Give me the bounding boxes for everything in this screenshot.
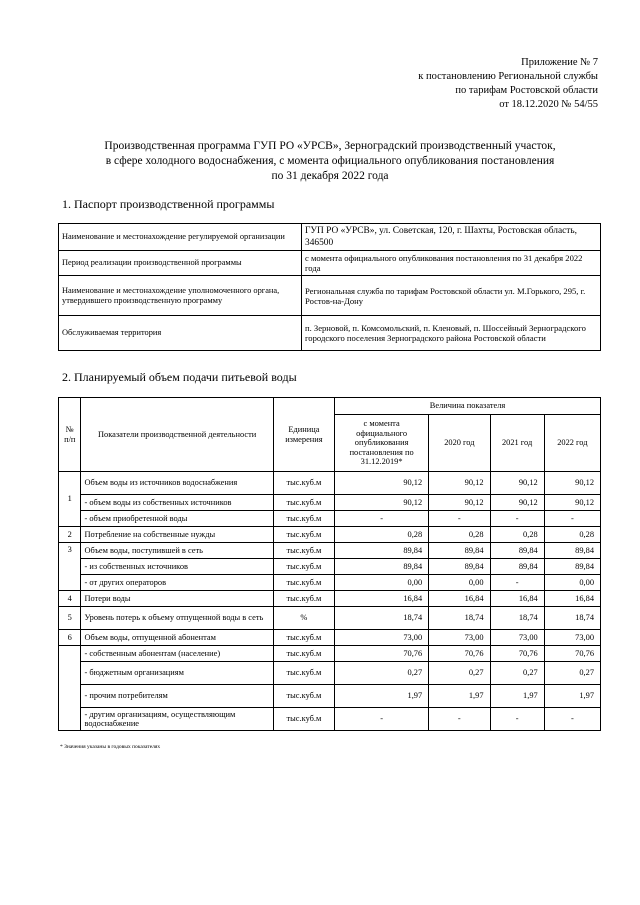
row-value: 70,76 bbox=[429, 646, 490, 662]
row-number: 4 bbox=[59, 591, 81, 607]
table-row bbox=[59, 685, 601, 708]
passport-table bbox=[58, 223, 601, 351]
table-row bbox=[59, 559, 601, 575]
header-unit: Единица измерения bbox=[273, 398, 334, 472]
passport-row bbox=[59, 224, 601, 251]
header-period0: с момента официального опубликования постановления по 31.12.2019* bbox=[335, 415, 429, 472]
row-name: - объем приобретенной воды bbox=[81, 511, 273, 527]
row-unit: тыс.куб.м bbox=[273, 630, 334, 646]
title-line: Производственная программа ГУП РО «УРСВ», Зерноградский производственный участок, bbox=[104, 140, 556, 152]
footnote: * Значения указаны в годовых показателях bbox=[60, 744, 161, 750]
passport-row bbox=[59, 316, 601, 351]
document-title bbox=[60, 139, 600, 184]
header-2022: 2022 год bbox=[544, 415, 600, 472]
row-value: 89,84 bbox=[490, 559, 544, 575]
water-volume-table bbox=[58, 397, 601, 731]
table-row bbox=[59, 607, 601, 630]
row-name: - от других операторов bbox=[81, 575, 273, 591]
row-value: 16,84 bbox=[544, 591, 600, 607]
row-name: Потери воды bbox=[81, 591, 273, 607]
row-name: - прочим потребителям bbox=[81, 685, 273, 708]
header-num: № п/п bbox=[59, 398, 81, 472]
row-value: 89,84 bbox=[544, 559, 600, 575]
row-value: 1,97 bbox=[544, 685, 600, 708]
row-unit: тыс.куб.м bbox=[273, 591, 334, 607]
row-value: - bbox=[490, 511, 544, 527]
row-value: 90,12 bbox=[490, 495, 544, 511]
table-row bbox=[59, 575, 601, 591]
row-value: 0,27 bbox=[544, 662, 600, 685]
row-value: 16,84 bbox=[429, 591, 490, 607]
row-value: - bbox=[335, 708, 429, 731]
row-value: 0,27 bbox=[335, 662, 429, 685]
passport-value: Региональная служба по тарифам Ростовской области ул. М.Горького, 295, г. Ростов-на-Дону bbox=[302, 276, 601, 316]
appendix-line: Приложение № 7 bbox=[521, 57, 598, 68]
row-value: 0,27 bbox=[490, 662, 544, 685]
passport-key: Наименование и местонахождение регулируемой организации bbox=[59, 224, 302, 251]
passport-value: с момента официального опубликования постановления по 31 декабря 2022 года bbox=[302, 251, 601, 276]
header-2020: 2020 год bbox=[429, 415, 490, 472]
row-value: 73,00 bbox=[429, 630, 490, 646]
row-unit: тыс.куб.м bbox=[273, 646, 334, 662]
section-1-title: 1. Паспорт производственной программы bbox=[62, 197, 275, 211]
appendix-header bbox=[418, 56, 598, 112]
table-row bbox=[59, 630, 601, 646]
row-value: 90,12 bbox=[335, 495, 429, 511]
header-row bbox=[59, 398, 601, 415]
row-value: - bbox=[429, 511, 490, 527]
row-value: 0,00 bbox=[429, 575, 490, 591]
row-value: 90,12 bbox=[490, 472, 544, 495]
row-value: - bbox=[544, 511, 600, 527]
row-value: - bbox=[544, 708, 600, 731]
row-unit: тыс.куб.м bbox=[273, 662, 334, 685]
row-value: 0,27 bbox=[429, 662, 490, 685]
row-value: - bbox=[429, 708, 490, 731]
appendix-line: от 18.12.2020 № 54/55 bbox=[499, 99, 598, 110]
row-value: 73,00 bbox=[490, 630, 544, 646]
row-unit: тыс.куб.м bbox=[273, 575, 334, 591]
appendix-line: к постановлению Региональной службы bbox=[418, 71, 598, 82]
row-unit: тыс.куб.м bbox=[273, 472, 334, 495]
passport-row bbox=[59, 276, 601, 316]
row-value: 0,28 bbox=[544, 527, 600, 543]
row-name: - собственным абонентам (население) bbox=[81, 646, 273, 662]
row-value: 0,28 bbox=[429, 527, 490, 543]
row-value: 89,84 bbox=[429, 559, 490, 575]
row-value: 89,84 bbox=[335, 559, 429, 575]
row-value: 1,97 bbox=[335, 685, 429, 708]
row-value: 18,74 bbox=[544, 607, 600, 630]
table-row bbox=[59, 527, 601, 543]
row-number: 2 bbox=[59, 527, 81, 543]
row-name: Потребление на собственные нужды bbox=[81, 527, 273, 543]
row-name: - бюджетным организациям bbox=[81, 662, 273, 685]
table-row bbox=[59, 511, 601, 527]
row-value: 89,84 bbox=[544, 543, 600, 559]
table-row bbox=[59, 543, 601, 559]
passport-key: Обслуживаемая территория bbox=[59, 316, 302, 351]
header-value-group: Величина показателя bbox=[335, 398, 601, 415]
row-unit: тыс.куб.м bbox=[273, 495, 334, 511]
table-row bbox=[59, 495, 601, 511]
row-value: 16,84 bbox=[335, 591, 429, 607]
row-number bbox=[59, 646, 81, 731]
header-2021: 2021 год bbox=[490, 415, 544, 472]
row-value: 90,12 bbox=[544, 472, 600, 495]
row-name: Уровень потерь к объему отпущенной воды в сеть bbox=[81, 607, 273, 630]
row-value: - bbox=[490, 575, 544, 591]
title-line: в сфере холодного водоснабжения, с момента официального опубликования постановления bbox=[105, 155, 555, 167]
row-value: 18,74 bbox=[429, 607, 490, 630]
row-name: Объем воды, поступившей в сеть bbox=[81, 543, 273, 559]
row-name: Объем воды, отпущенной абонентам bbox=[81, 630, 273, 646]
row-value: 70,76 bbox=[490, 646, 544, 662]
passport-value: ГУП РО «УРСВ», ул. Советская, 120, г. Шахты, Ростовская область, 346500 bbox=[302, 224, 601, 251]
row-number: 6 bbox=[59, 630, 81, 646]
row-unit: тыс.куб.м bbox=[273, 708, 334, 731]
row-number: 1 bbox=[59, 472, 81, 527]
passport-row bbox=[59, 251, 601, 276]
section-2-title: 2. Планируемый объем подачи питьевой воды bbox=[62, 370, 297, 384]
table-row bbox=[59, 646, 601, 662]
row-value: 18,74 bbox=[490, 607, 544, 630]
row-name: - из собственных источников bbox=[81, 559, 273, 575]
table-row bbox=[59, 662, 601, 685]
row-value: 18,74 bbox=[335, 607, 429, 630]
row-value: - bbox=[335, 511, 429, 527]
row-value: 73,00 bbox=[335, 630, 429, 646]
row-number: 3 bbox=[59, 543, 81, 591]
row-unit: тыс.куб.м bbox=[273, 559, 334, 575]
row-name: - другим организациям, осуществляющим водоснабжение bbox=[81, 708, 273, 731]
row-value: 1,97 bbox=[429, 685, 490, 708]
row-name: Объем воды из источников водоснабжения bbox=[81, 472, 273, 495]
table-row bbox=[59, 472, 601, 495]
row-value: 73,00 bbox=[544, 630, 600, 646]
row-unit: тыс.куб.м bbox=[273, 685, 334, 708]
row-value: - bbox=[490, 708, 544, 731]
passport-key: Период реализации производственной программы bbox=[59, 251, 302, 276]
row-value: 0,28 bbox=[335, 527, 429, 543]
row-value: 90,12 bbox=[429, 472, 490, 495]
row-unit: тыс.куб.м bbox=[273, 527, 334, 543]
row-value: 90,12 bbox=[335, 472, 429, 495]
row-value: 16,84 bbox=[490, 591, 544, 607]
row-name: - объем воды из собственных источников bbox=[81, 495, 273, 511]
title-line: по 31 декабря 2022 года bbox=[271, 170, 389, 182]
row-value: 1,97 bbox=[490, 685, 544, 708]
row-value: 0,00 bbox=[544, 575, 600, 591]
row-unit: % bbox=[273, 607, 334, 630]
row-unit: тыс.куб.м bbox=[273, 511, 334, 527]
row-value: 70,76 bbox=[544, 646, 600, 662]
table-row bbox=[59, 708, 601, 731]
row-value: 70,76 bbox=[335, 646, 429, 662]
appendix-line: по тарифам Ростовской области bbox=[455, 85, 598, 96]
row-value: 0,00 bbox=[335, 575, 429, 591]
row-number: 5 bbox=[59, 607, 81, 630]
passport-key: Наименование и местонахождение уполномоченного органа, утвердившего производственную программу bbox=[59, 276, 302, 316]
row-value: 89,84 bbox=[335, 543, 429, 559]
passport-value: п. Зерновой, п. Комсомольский, п. Кленовый, п. Шоссейный Зерноградского городского поселения Зерноградского района Ростовской области bbox=[302, 316, 601, 351]
row-unit: тыс.куб.м bbox=[273, 543, 334, 559]
table-row bbox=[59, 591, 601, 607]
row-value: 90,12 bbox=[544, 495, 600, 511]
row-value: 0,28 bbox=[490, 527, 544, 543]
row-value: 89,84 bbox=[429, 543, 490, 559]
row-value: 89,84 bbox=[490, 543, 544, 559]
header-indicator: Показатели производственной деятельности bbox=[81, 398, 273, 472]
row-value: 90,12 bbox=[429, 495, 490, 511]
